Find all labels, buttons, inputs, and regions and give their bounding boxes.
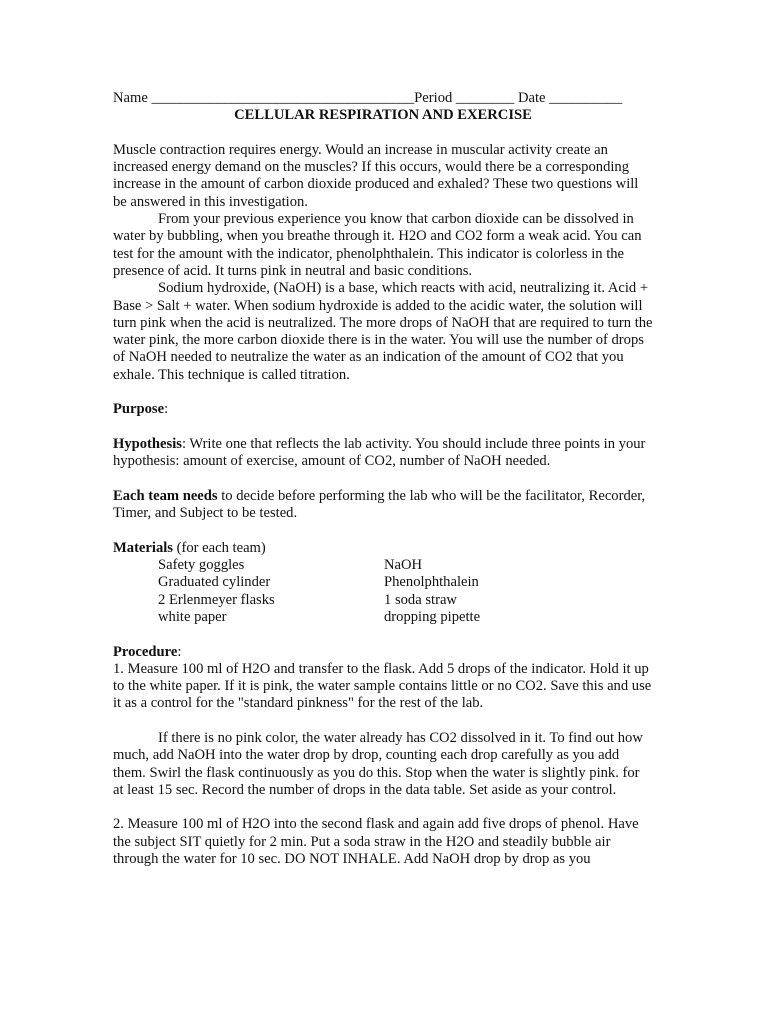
materials-heading [113, 540, 653, 557]
hypothesis-section [113, 436, 653, 471]
procedure-step-1: 1. Measure 100 ml of H2O and transfer to the flask. Add 5 drops of the indicator. Hold it up to the white paper. If it is pink, the water sample contains little or no CO2. Save this and use it as a control for the "standard pinkness" for the rest of the lab. [113, 660, 652, 712]
team-section [113, 488, 653, 523]
material-item: NaOH [384, 557, 423, 574]
material-item: white paper [158, 608, 227, 625]
procedure-step-1-continued: If there is no pink color, the water already has CO2 dissolved in it. To find out how much, add NaOH into the water drop by drop, counting each drop carefully as you add them. Swirl the flask continuously as you do this. Stop when the water is slightly pink. for at least 15 sec. Record the number of drops in the data table. Set aside as your control. [113, 729, 643, 798]
material-item: Phenolphthalein [384, 574, 479, 591]
intro-paragraph-1: Muscle contraction requires energy. Would an increase in muscular activity create an increased energy demand on the muscles? If this occurs, would there be a corresponding increase in the amount of carbon dioxide produced and exhaled? These two questions will be answered in this investigation. [113, 141, 639, 210]
materials-label: Materials [113, 539, 173, 556]
material-item: 1 soda straw [384, 591, 457, 608]
procedure-colon: : [177, 643, 182, 660]
team-text: to decide before performing the lab who will be the facilitator, Recorder, Timer, and Subject to be tested. [113, 487, 646, 522]
procedure-label: Procedure [113, 643, 178, 660]
hypothesis-text: : Write one that reflects the lab activity. You should include three points in your hypothesis: amount of exercise, amount of CO2, number of NaOH needed. [113, 435, 646, 470]
purpose-colon: : [164, 401, 169, 418]
material-item: dropping pipette [384, 608, 481, 625]
material-item: Graduated cylinder [158, 574, 271, 591]
purpose-label: Purpose [113, 401, 165, 418]
materials-row [113, 609, 653, 626]
materials-sub: (for each team) [172, 539, 266, 556]
material-item: Safety goggles [158, 557, 245, 574]
procedure-step-2: 2. Measure 100 ml of H2O into the second flask and again add five drops of phenol. Have the subject SIT quietly for 2 min. Put a soda straw in the H2O and steadily bubble air through the water for 10 sec. DO NOT INHALE. Add NaOH drop by drop as you [113, 816, 639, 868]
materials-list [113, 557, 653, 626]
intro-paragraph-3: Sodium hydroxide, (NaOH) is a base, which reacts with acid, neutralizing it. Acid + Base > Salt + water. When sodium hydroxide is added to the acidic water, the solution will turn pink when the acid is neutralized. The more drops of NaOH that are required to turn the water pink, the more carbon dioxide there is in the water. You will use the number of drops of NaOH needed to neutralize the water as an indication of the amount of CO2 that you exhale. This technique is called titration. [113, 280, 653, 383]
intro-paragraph-2: From your previous experience you know that carbon dioxide can be dissolved in water by bubbling, when you breathe through it. H2O and CO2 form a weak acid. You can test for the amount with the indicator, phenolphthalein. This indicator is colorless in the presence of acid. It turns pink in neutral and basic conditions. [113, 211, 642, 279]
purpose-section [113, 401, 653, 418]
team-label: Each team needs [113, 487, 218, 504]
document-body [113, 90, 653, 868]
hypothesis-label: Hypothesis [113, 435, 182, 452]
document-title: CELLULAR RESPIRATION AND EXERCISE [234, 107, 532, 124]
materials-row [113, 592, 653, 609]
materials-row [113, 557, 653, 574]
materials-row [113, 574, 653, 591]
material-item: 2 Erlenmeyer flasks [158, 591, 275, 608]
procedure-heading [113, 644, 653, 661]
name-period-date-line: Name ____________________________________Period ________ Date __________ [113, 90, 623, 106]
